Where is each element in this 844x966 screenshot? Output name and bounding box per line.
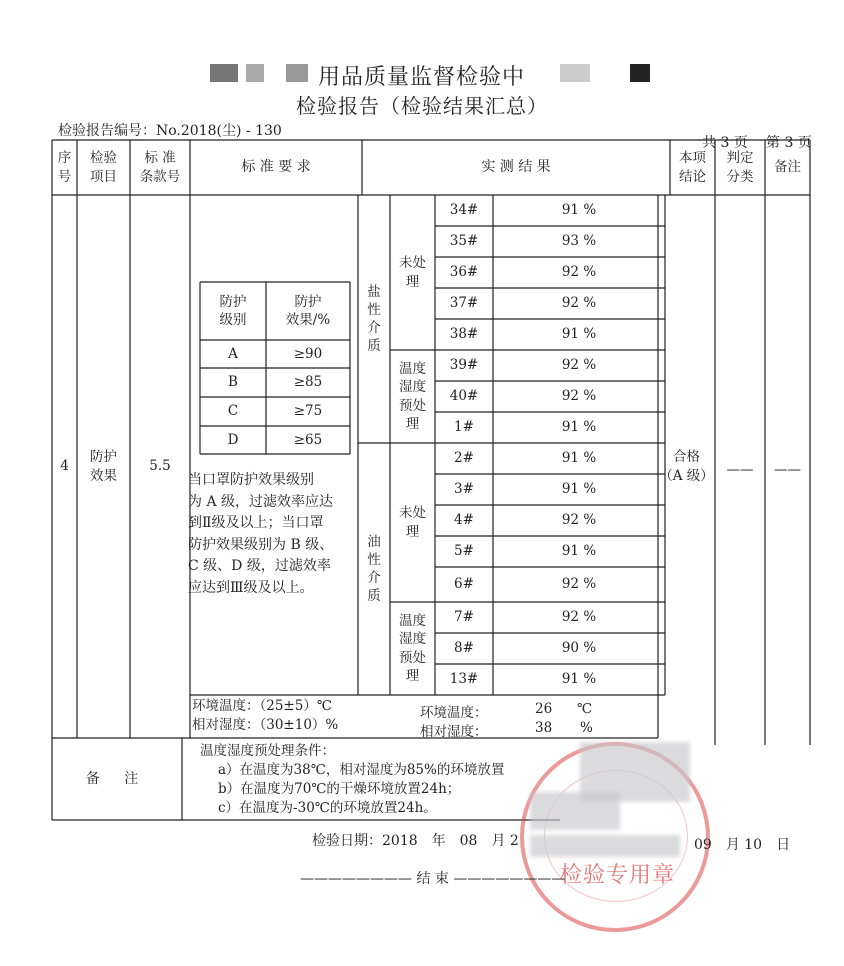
grade-header-level: 防护 级别 [219,293,247,328]
grade-level-cell: B [228,374,238,391]
end-mark: ———————— 结 束 ———————— [300,871,566,887]
redaction-blur [530,792,620,830]
condition-untreated: 未处 理 [399,255,426,290]
row-seq: 4 [60,458,69,475]
condition-preconditioned: 温度 湿度 预处 理 [399,361,426,432]
stamp-text: 检验专用章 [560,863,676,888]
sample-result: 92 % [561,512,597,529]
grade-level-cell: A [228,345,238,362]
sample-id: 36# [449,264,479,281]
grade-value-cell: ≥85 [293,374,323,391]
sample-result: 92 % [561,576,597,593]
header-seq: 序号 [57,150,72,185]
redaction-blur [530,835,680,857]
sample-id: 3# [454,481,474,498]
sample-id: 39# [449,357,479,374]
env-hum-unit: % [580,720,593,736]
grade-value-cell: ≥65 [293,431,323,448]
grade-level-cell: C [227,403,239,420]
sample-id: 5# [454,543,474,560]
sample-id: 37# [449,295,479,312]
sample-result: 92 % [561,295,597,312]
header-conclusion: 本项 结论 [679,150,706,185]
inspection-date-start: 检验日期：2018 年 08 月 2 [312,833,519,849]
sample-result: 93 % [561,233,597,250]
sample-result: 91 % [561,326,597,343]
env-required: 环境温度：（25±5）℃ 相对湿度：（30±10）% [192,698,339,733]
sample-result: 92 % [561,388,597,405]
env-temp-unit: ℃ [577,701,593,717]
row-clause: 5.5 [149,458,171,475]
sample-id: 6# [454,576,474,593]
sample-id: 34# [449,202,479,219]
sample-id: 38# [449,326,479,343]
sample-id: 35# [449,233,479,250]
report-title: 检验报告（检验结果汇总） [296,94,548,118]
page-current: 第 3 页 [766,135,812,151]
sample-result: 92 % [561,357,597,374]
sample-id: 8# [454,640,474,657]
header-clause: 标 准 条款号 [139,150,181,185]
medium-oil-label: 油 性 介 质 [367,533,381,605]
institution-name: 用品质量监督检验中 [318,65,526,90]
row-item: 防护 效果 [90,449,117,484]
sample-result: 91 % [561,450,597,467]
sample-result: 91 % [561,419,597,436]
sample-result: 91 % [561,481,597,498]
remarks-text: 温度湿度预处理条件： a）在温度为38℃，相对湿度为85%的环境放置 b）在温度为70℃的干燥环境放置24h； c）在温度为-30℃的环境放置24h。 [200,743,505,816]
sample-id: 13# [449,671,479,688]
sample-result: 91 % [561,202,597,219]
condition-preconditioned: 温度 湿度 预处 理 [399,613,426,684]
sample-id: 1# [454,419,474,436]
grade-value-cell: ≥90 [293,345,323,362]
sample-result: 92 % [561,609,597,626]
header-result: 实 测 结 果 [481,159,551,176]
env-temp-value: 26 [535,701,553,717]
page-total: 共 3 页 [702,135,748,151]
sample-result: 90 % [561,640,597,657]
grade-header-effect: 防护 效果/% [285,293,331,328]
sample-result: 91 % [561,543,597,560]
header-requirement: 标 准 要 求 [241,159,311,176]
header-class: 判定 分类 [726,150,754,185]
report-number: 检验报告编号：No.2018(尘) - 130 [58,123,282,139]
sample-result: 92 % [561,264,597,281]
header-remark: 备注 [774,159,801,176]
sample-id: 40# [449,388,479,405]
sample-id: 4# [454,512,474,529]
env-hum-value: 38 [535,720,553,736]
env-hum-label: 相对湿度： [420,724,488,740]
header-item: 检验项目 [90,150,117,185]
medium-salt-label: 盐 性 介 质 [367,283,381,355]
grade-value-cell: ≥75 [293,403,323,420]
inspection-date-end: 09 月 10 日 [694,837,791,853]
row-class: —— [726,461,754,478]
env-temp-label: 环境温度： [420,705,488,721]
remarks-label: 备 注 [85,770,149,787]
condition-untreated: 未处 理 [399,505,426,540]
row-conclusion: 合格 （A 级） [659,449,714,484]
sample-id: 7# [454,609,474,626]
sample-result: 91 % [561,671,597,688]
sample-id: 2# [454,450,474,467]
row-remark: —— [774,461,801,478]
grade-level-cell: D [227,431,239,448]
requirement-text: 当口罩防护效果级别 为 A 级，过滤效率应达 到Ⅱ级及以上；当口罩 防护效果级别为 B 级、 C 级、D 级，过滤效率 应达到Ⅲ级及以上。 [188,472,334,596]
